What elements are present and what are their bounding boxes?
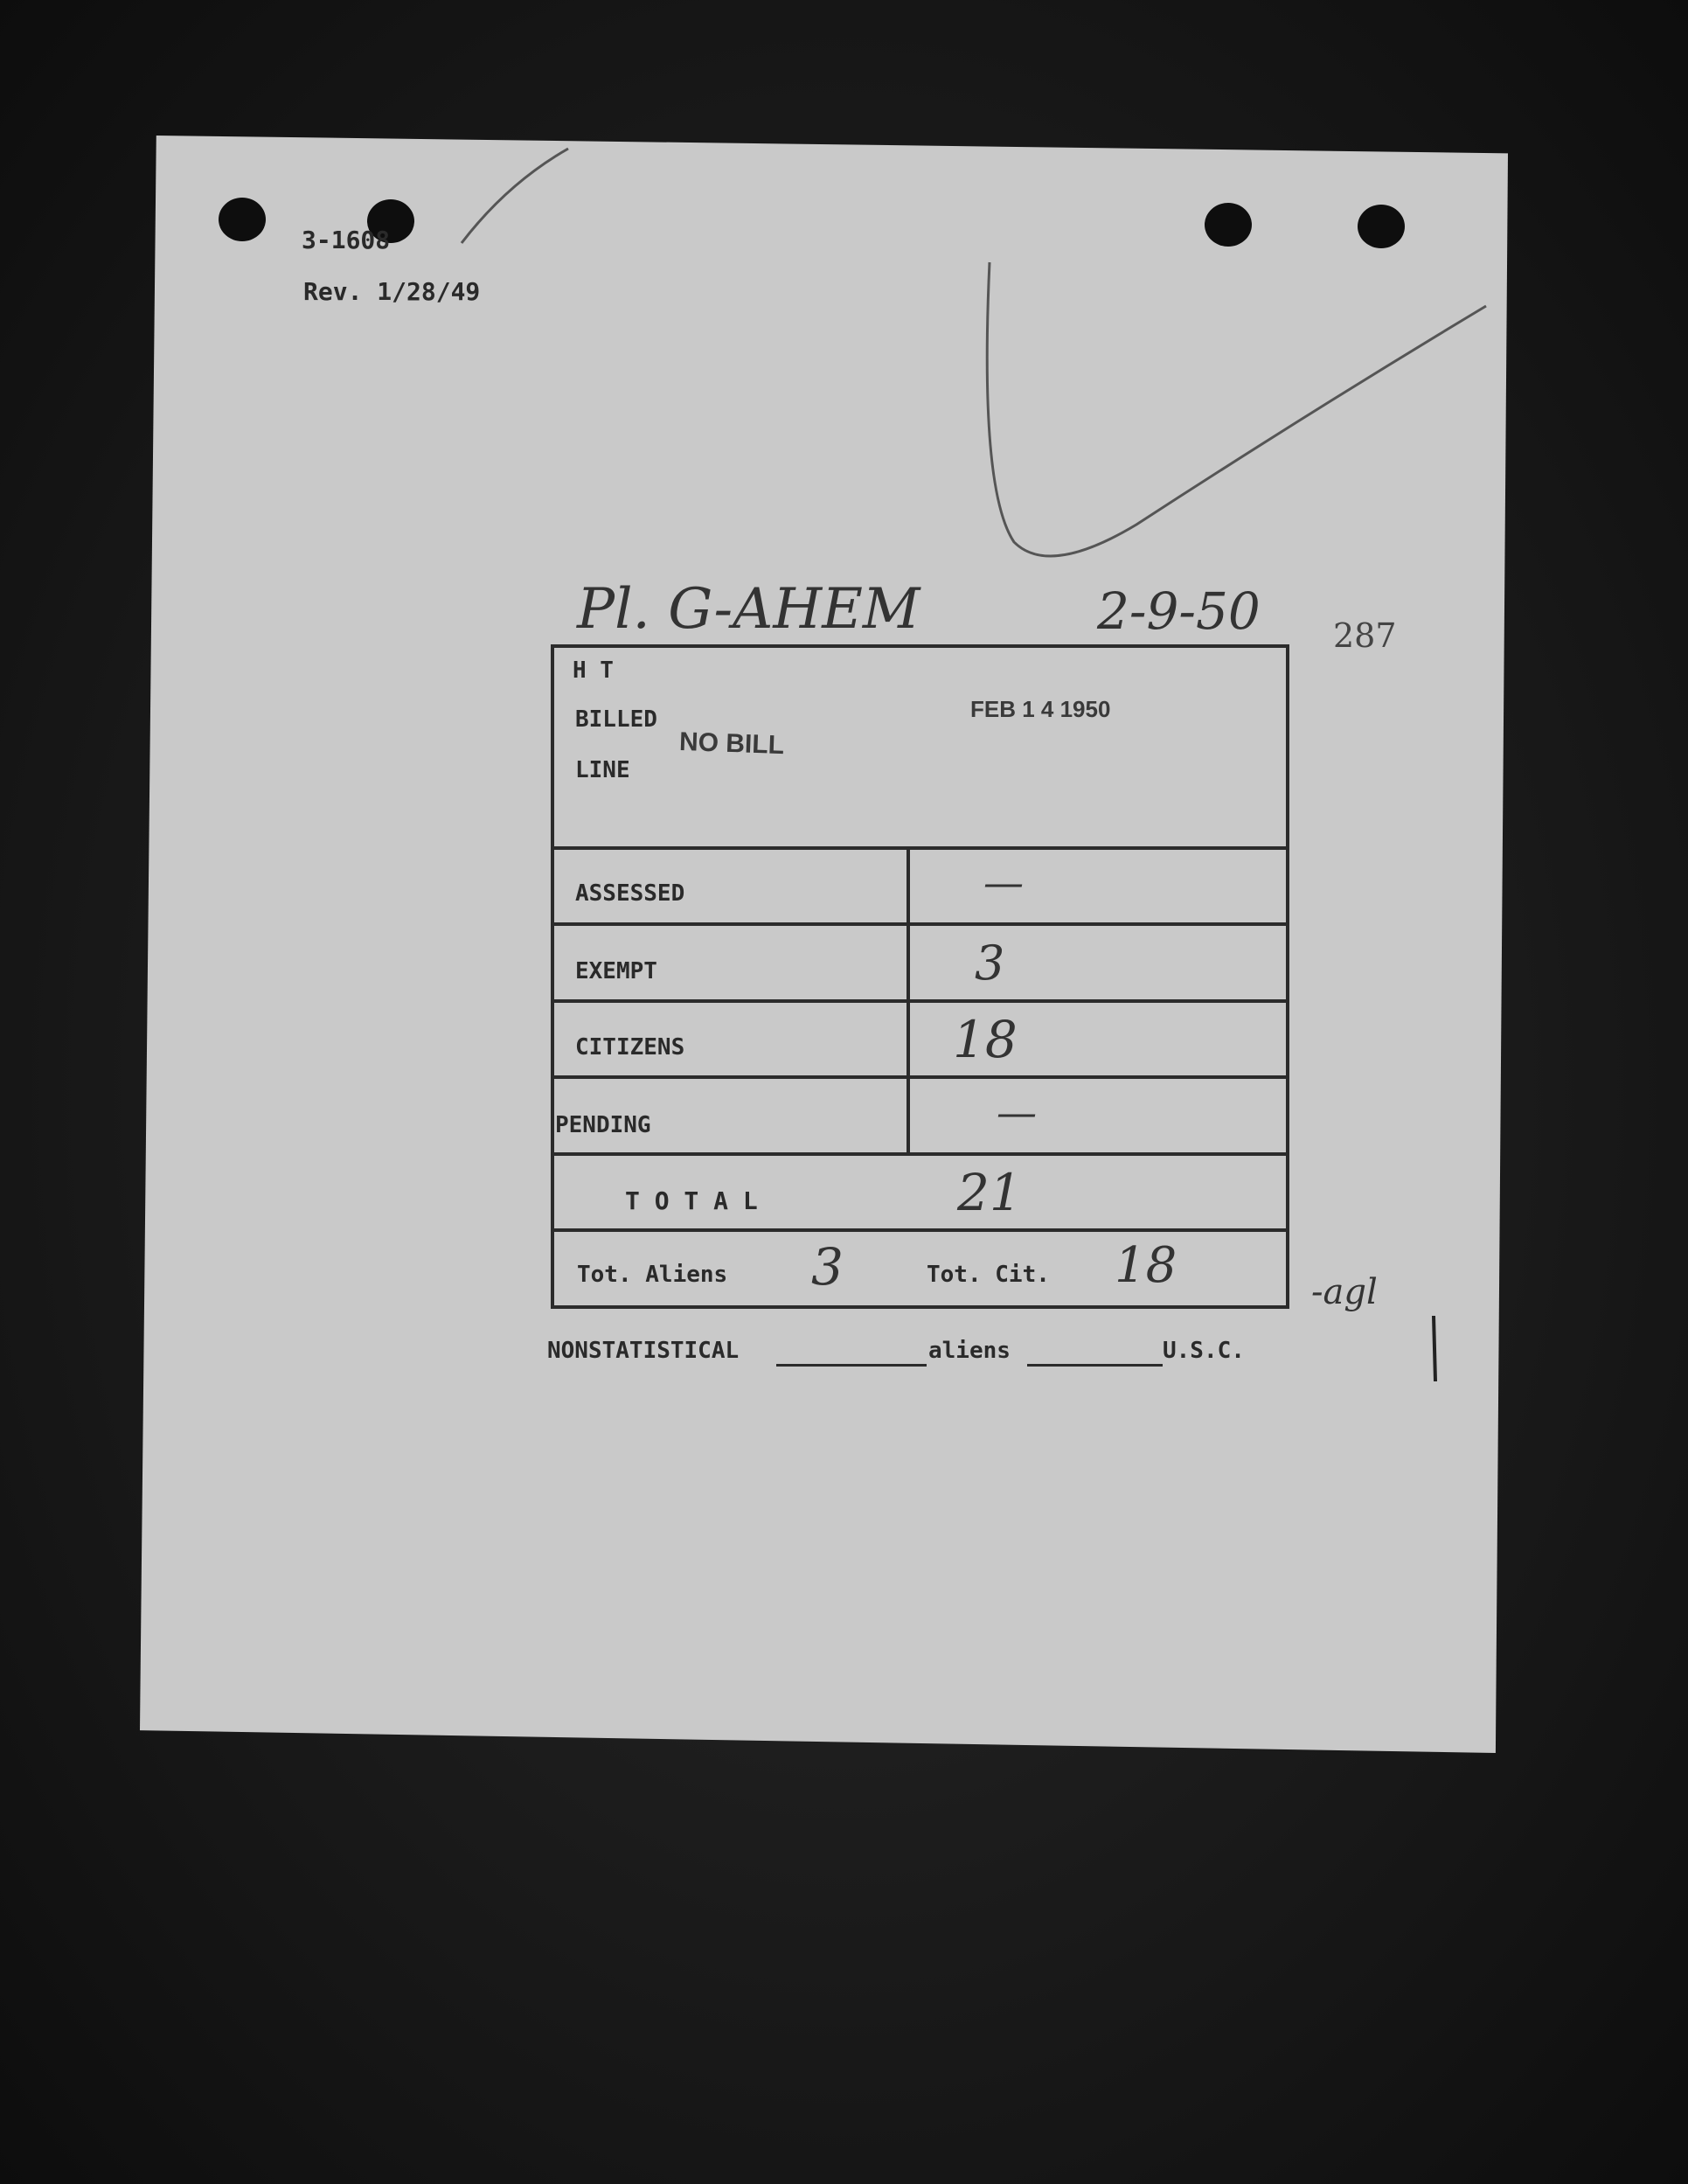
line-label: LINE [575, 757, 630, 783]
aliens-blank [1027, 1364, 1163, 1367]
handwritten-label: Pl. G-AHEM [577, 577, 920, 642]
row-divider-2 [551, 999, 1289, 1003]
row-divider-1 [551, 922, 1289, 926]
column-divider [907, 846, 910, 1154]
total-citizens-label: Tot. Cit. [927, 1262, 1050, 1288]
row-label-assessed: ASSESSED [575, 880, 685, 907]
handwritten-date: 2-9-50 [1097, 581, 1261, 641]
usc-label: U.S.C. [1163, 1338, 1245, 1364]
nonstatistical-blank [776, 1364, 927, 1367]
punch-hole-left-1 [219, 198, 266, 241]
row-value-assessed: — [983, 859, 1024, 906]
total-value: 21 [957, 1163, 1022, 1222]
total-aliens-value: 3 [811, 1237, 844, 1297]
total-citizens-value: 18 [1115, 1237, 1177, 1294]
page-number: 287 [1333, 616, 1397, 655]
punch-hole-right-1 [1205, 203, 1252, 247]
no-bill-stamp: NO BILL [678, 727, 785, 761]
date-received-stamp: FEB 1 4 1950 [970, 696, 1111, 722]
row-divider-3 [551, 1075, 1289, 1079]
nonstatistical-label: NONSTATISTICAL [547, 1338, 740, 1364]
field-ht-label: H T [573, 657, 614, 684]
billed-label: BILLED [575, 706, 657, 733]
form-number: 3-1608 [302, 226, 391, 254]
row-label-citizens: CITIZENS [575, 1034, 685, 1061]
row-divider-4 [551, 1152, 1289, 1156]
row-label-pending: PENDING [555, 1112, 651, 1138]
form-revision: Rev. 1/28/49 [303, 277, 481, 306]
row-value-pending: — [997, 1089, 1037, 1136]
row-divider-5 [551, 1228, 1289, 1232]
clerk-initials: -agl [1311, 1272, 1378, 1312]
punch-hole-right-2 [1358, 205, 1405, 248]
row-value-exempt: 3 [975, 936, 1005, 991]
row-label-exempt: EXEMPT [575, 958, 657, 984]
section-divider [551, 846, 1289, 850]
total-aliens-label: Tot. Aliens [577, 1262, 728, 1288]
row-value-citizens: 18 [953, 1010, 1018, 1069]
aliens-label: aliens [928, 1338, 1011, 1364]
total-label: T O T A L [625, 1186, 758, 1215]
